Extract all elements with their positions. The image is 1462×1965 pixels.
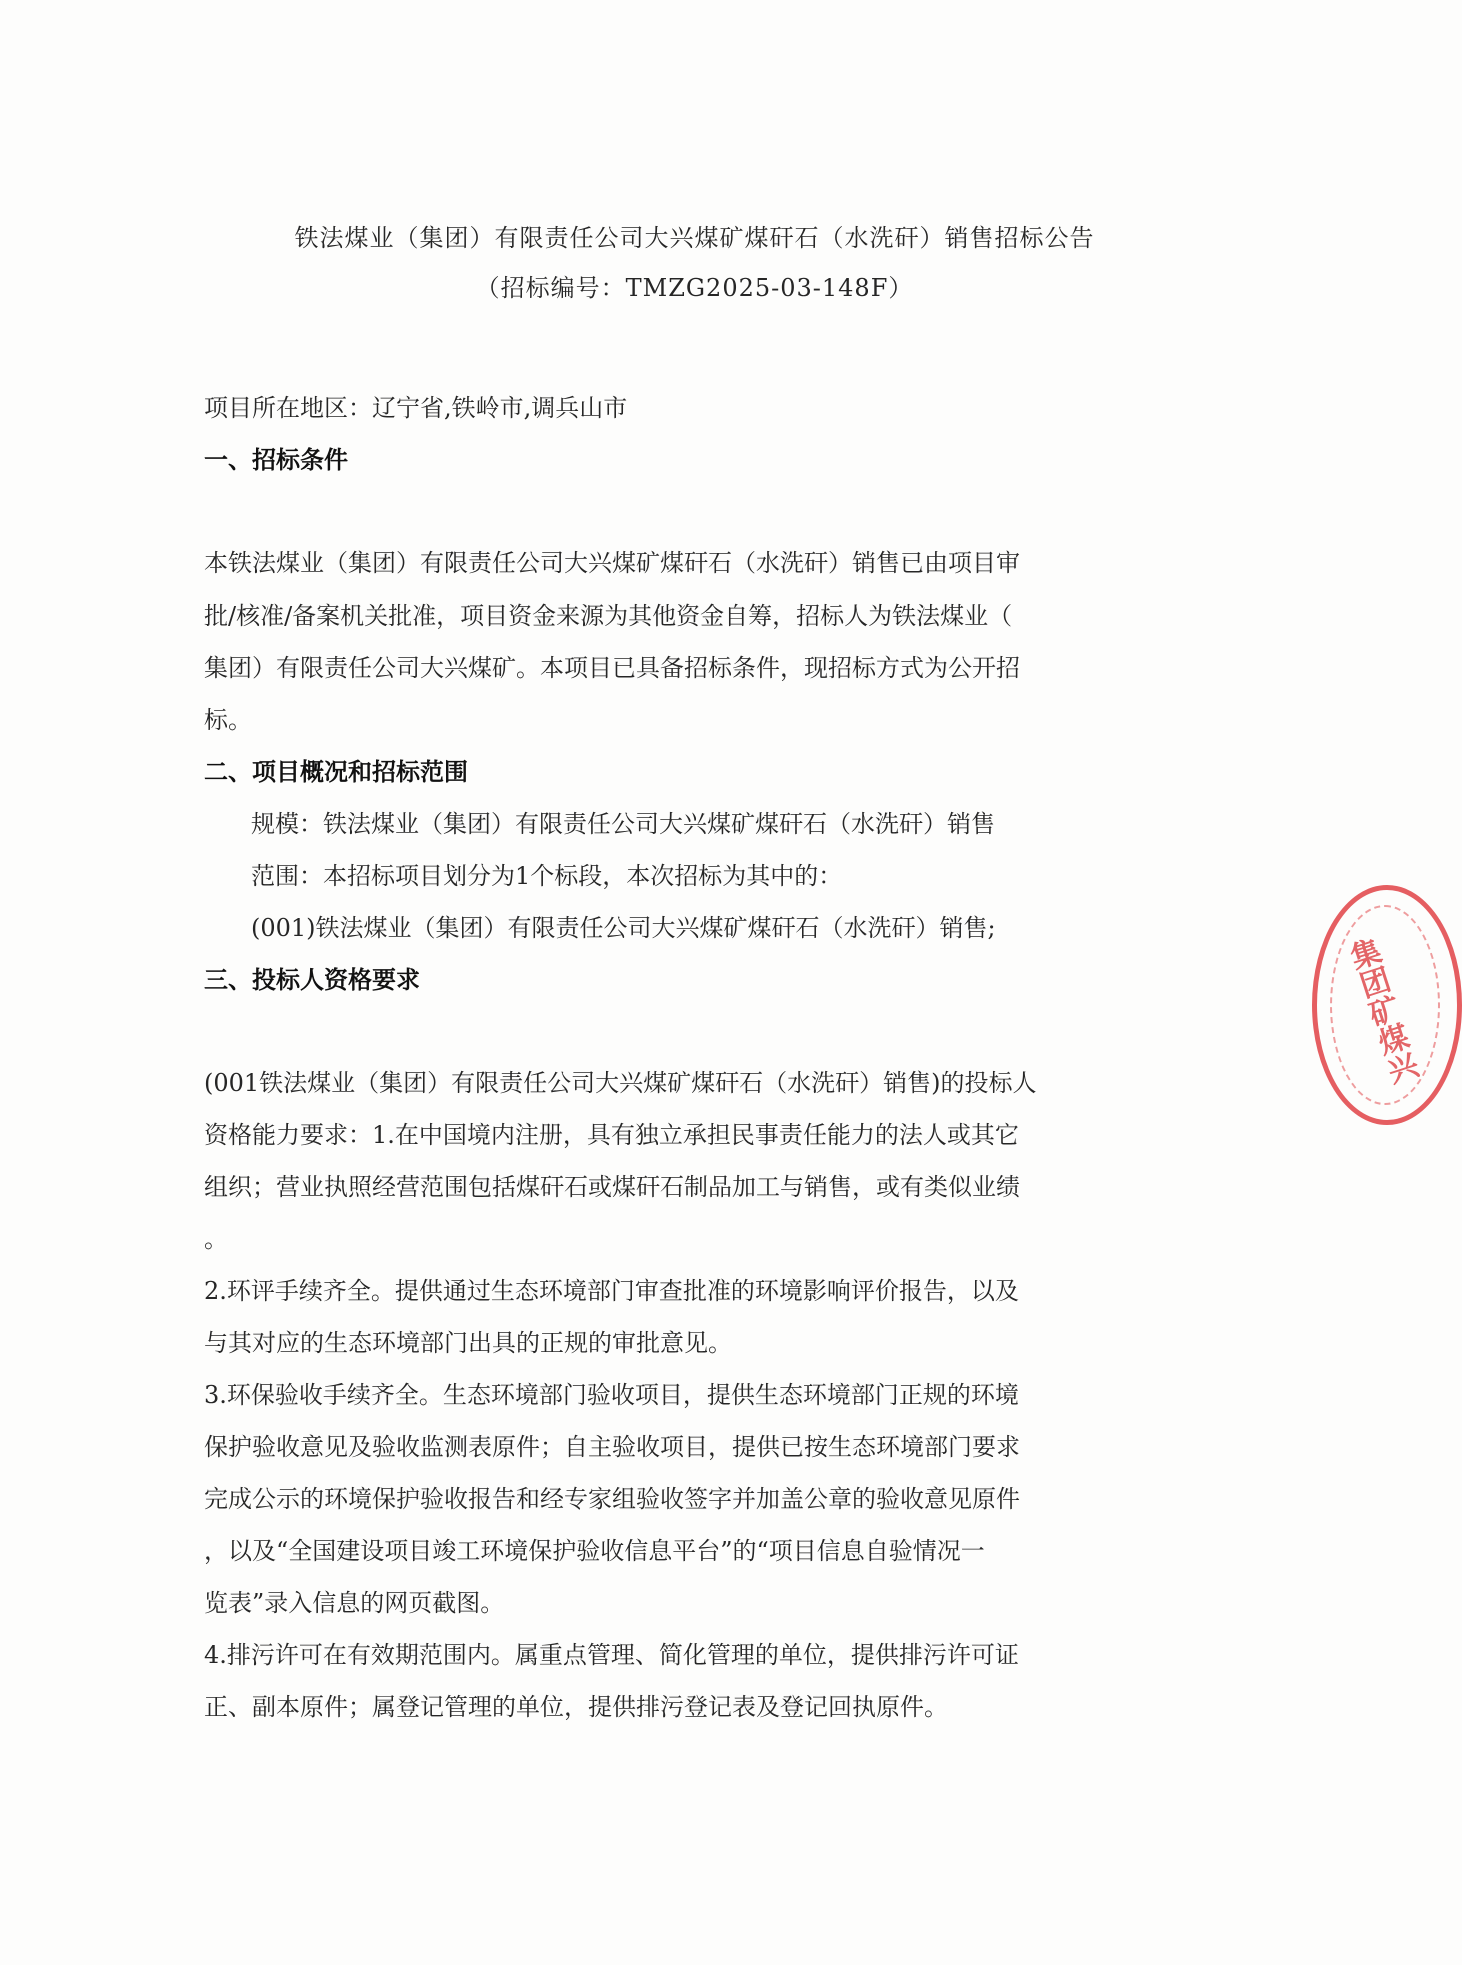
bid-number: （招标编号：TMZG2025-03-148F） bbox=[475, 274, 914, 302]
section3-line: 与其对应的生态环境部门出具的正规的审批意见。 bbox=[204, 1329, 732, 1357]
section1-line: 批/核准/备案机关批准，项目资金来源为其他资金自筹，招标人为铁法煤业（ bbox=[204, 602, 1013, 630]
section1-line: 集团）有限责任公司大兴煤矿。本项目已具备招标条件，现招标方式为公开招 bbox=[204, 654, 1020, 682]
section3-line: ，以及“全国建设项目竣工环境保护验收信息平台”的“项目信息自验情况一 bbox=[204, 1537, 985, 1565]
company-seal-text: 集团矿煤兴 bbox=[1341, 934, 1421, 1089]
section3-line: 完成公示的环境保护验收报告和经专家组验收签字并加盖公章的验收意见原件 bbox=[204, 1485, 1020, 1513]
section1-heading: 一、招标条件 bbox=[204, 445, 348, 474]
section3-line: 览表”录入信息的网页截图。 bbox=[204, 1589, 505, 1617]
section3-heading: 三、投标人资格要求 bbox=[204, 965, 420, 994]
document-title: 铁法煤业（集团）有限责任公司大兴煤矿煤矸石（水洗矸）销售招标公告 bbox=[294, 224, 1095, 252]
section1-line: 标。 bbox=[204, 706, 252, 734]
section3-line: 3.环保验收手续齐全。生态环境部门验收项目，提供生态环境部门正规的环境 bbox=[204, 1381, 1019, 1409]
section3-line: (001铁法煤业（集团）有限责任公司大兴煤矿煤矸石（水洗矸）销售)的投标人 bbox=[204, 1069, 1037, 1097]
section2-heading: 二、项目概况和招标范围 bbox=[204, 757, 468, 786]
section3-line: 组织；营业执照经营范围包括煤矸石或煤矸石制品加工与销售，或有类似业绩 bbox=[204, 1173, 1020, 1201]
section2-lot: (001)铁法煤业（集团）有限责任公司大兴煤矿煤矸石（水洗矸）销售; bbox=[251, 914, 996, 942]
section2-scope: 范围：本招标项目划分为1个标段，本次招标为其中的： bbox=[251, 862, 843, 890]
section3-line: 资格能力要求：1.在中国境内注册，具有独立承担民事责任能力的法人或其它 bbox=[204, 1121, 1019, 1149]
section3-line: 2.环评手续齐全。提供通过生态环境部门审查批准的环境影响评价报告，以及 bbox=[204, 1277, 1019, 1305]
section1-line: 本铁法煤业（集团）有限责任公司大兴煤矿煤矸石（水洗矸）销售已由项目审 bbox=[204, 549, 1020, 577]
section3-line: 正、副本原件；属登记管理的单位，提供排污登记表及登记回执原件。 bbox=[204, 1693, 948, 1721]
section3-line: 4.排污许可在有效期范围内。属重点管理、简化管理的单位，提供排污许可证 bbox=[204, 1641, 1019, 1669]
project-location: 项目所在地区：辽宁省,铁岭市,调兵山市 bbox=[204, 394, 628, 422]
section3-line: 。 bbox=[204, 1225, 228, 1253]
section2-scale: 规模：铁法煤业（集团）有限责任公司大兴煤矿煤矸石（水洗矸）销售 bbox=[251, 810, 995, 838]
section3-line: 保护验收意见及验收监测表原件；自主验收项目，提供已按生态环境部门要求 bbox=[204, 1433, 1020, 1461]
